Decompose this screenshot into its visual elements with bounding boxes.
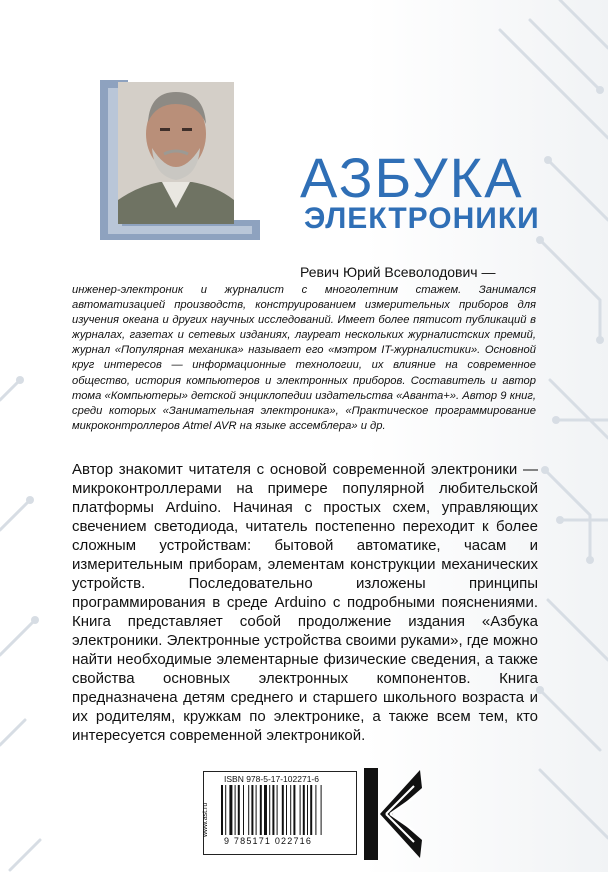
publisher-site: www.ast.ru	[202, 802, 209, 838]
barcode-bar	[269, 785, 270, 835]
barcode-bar	[248, 785, 249, 835]
barcode-bar	[229, 785, 232, 835]
barcode-bar	[225, 785, 226, 835]
barcode-bar	[251, 785, 253, 835]
barcode-bar	[282, 785, 284, 835]
book-title-line2: ЭЛЕКТРОНИКИ	[304, 202, 540, 235]
barcode-bar	[290, 785, 291, 835]
barcode-bar	[321, 785, 322, 835]
barcode-bar	[277, 785, 278, 835]
barcode-bars	[219, 785, 351, 837]
barcode-bar	[238, 785, 240, 835]
book-title-line1: АЗБУКА	[300, 146, 524, 209]
barcode-bar	[235, 785, 236, 835]
barcode-bar	[272, 785, 274, 835]
barcode-bar	[243, 785, 244, 835]
barcode-bar	[264, 785, 267, 835]
barcode-bar	[260, 785, 262, 835]
barcode-number: 9 785171 022716	[224, 836, 313, 846]
publisher-logo	[362, 766, 424, 862]
author-name: Ревич Юрий Всеволодович —	[300, 264, 496, 280]
barcode-bar	[310, 785, 312, 835]
author-photo	[118, 82, 234, 224]
barcode-bar	[307, 785, 308, 835]
author-bio: инженер-электроник и журналист с многолетним стажем. Занимался автоматизацией производств, конструированием измерительных приборов для изучения океана и других научных исследований. Имеет более пятисот публикаций в журналах, газетах и сетевых изданиях, лауреат нескольких журналистских премий, журнал «Популярная механика» называет его «мэтром IT-журналистики». Основной круг интересов — информационные технологии, их влияние на современное общество, история компьютеров и электронных приборов. Составитель и автор тома «Компьютеры» детской энциклопедии издательства «Аванта+». Автор 9 книг, среди которых «Занимательная электроника», «Практическое программирование микроконтроллеров Atmel AVR на языке ассемблера» и др.	[72, 284, 536, 432]
barcode-bar	[315, 785, 316, 835]
barcode-bar	[256, 785, 257, 835]
barcode-bar	[293, 785, 295, 835]
barcode-bar	[303, 785, 305, 835]
barcode-bar	[300, 785, 301, 835]
barcode-bar	[221, 785, 223, 835]
book-description: Автор знакомит читателя с основой современной электроники — микроконтроллерами на примере популярной любительской платформы Arduino. Начиная с простых схем, управляющих свечением светодиода, читатель постепенно переходит к более сложным устройствам: бытовой автоматике, часам и измерительным приборам, элементам конструкции механических устройств. Последовательно изложены принципы программирования в среде Arduino с подробными пояснениями. Книга представляет собой продолжение издания «Азбука электроники. Электронные устройства своими руками», где можно найти необходимые элементарные физические сведения, а также свойства основных электронных компонентов. Книга предназначена детям среднего и старшего школьного возраста и их родителям, кружкам по электронике, а также всем тем, кто интересуется современной электроникой.	[72, 461, 538, 744]
isbn-label: ISBN 978-5-17-102271-6	[224, 774, 319, 784]
barcode-bar	[286, 785, 287, 835]
